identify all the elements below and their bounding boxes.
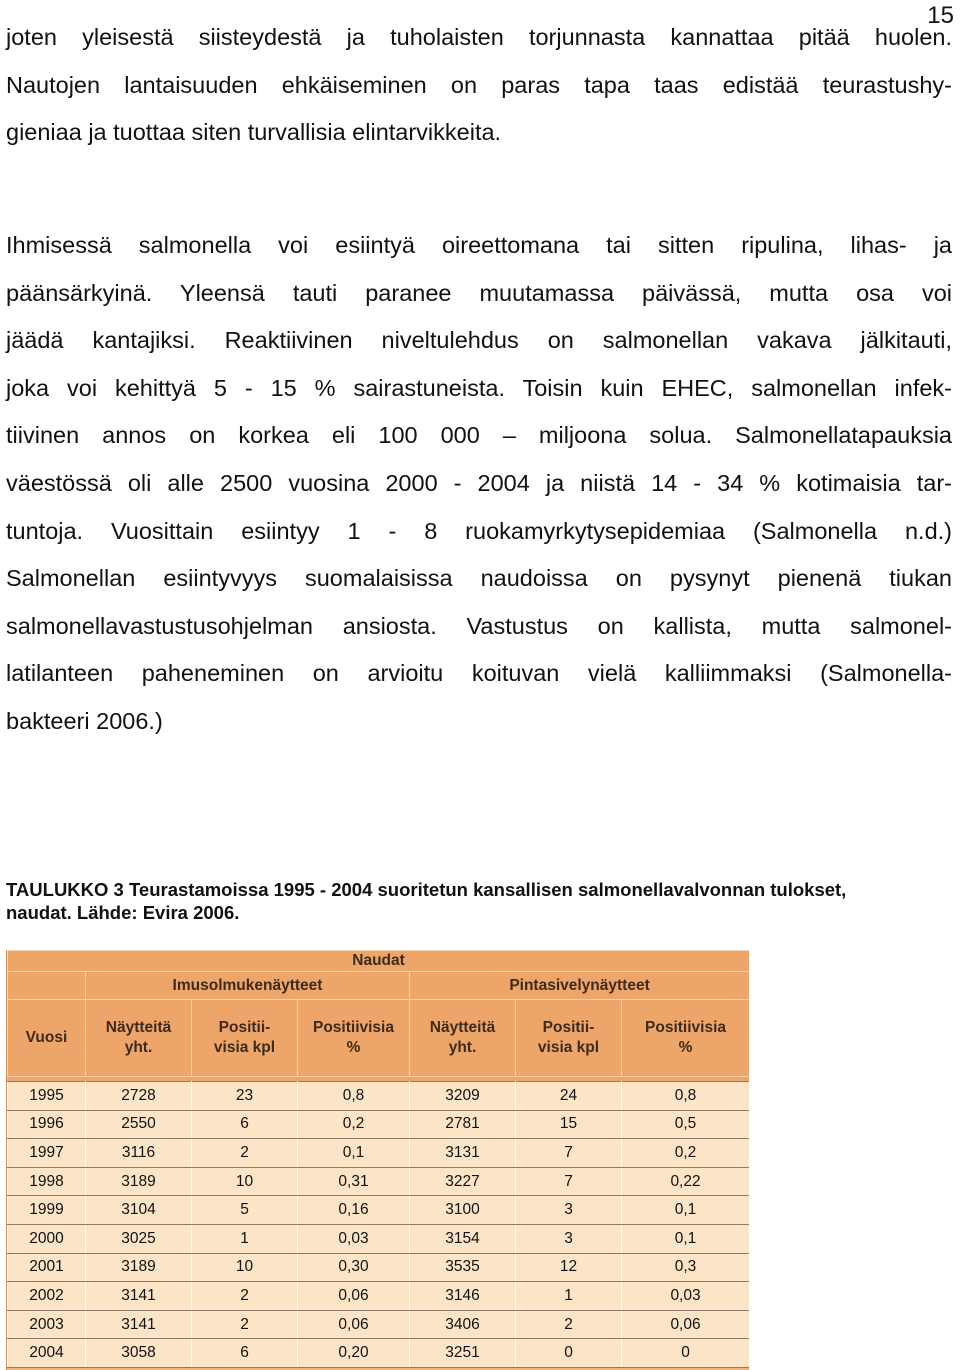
cell-year: 2004 [8,1339,86,1368]
header-text: Positiivisia [313,1019,394,1036]
cell: 10 [192,1167,298,1196]
cell: 0,20 [298,1339,410,1368]
cell: 3131 [410,1139,516,1168]
cell: 0,03 [622,1282,750,1311]
cell: 0 [516,1339,622,1368]
header-text: % [678,1039,693,1056]
cell: 3058 [86,1339,192,1368]
table-row [8,1224,750,1253]
text-line: Salmonellan esiintyvyys suomalaisissa naudoissa on pysynyt pienenä tiukan [6,565,952,592]
text-line: bakteeri 2006.) [6,707,163,734]
header-positive-right [516,1000,622,1077]
text-line: Ihmisessä salmonella voi esiintyä oireettomana tai sitten ripulina, lihas- ja [6,232,952,258]
cell-year: 2001 [8,1253,86,1282]
cell: 3104 [86,1196,192,1225]
cell: 7 [516,1167,622,1196]
cell: 3141 [86,1310,192,1339]
cell: 0,1 [622,1196,750,1225]
paragraph-salmonella [6,222,952,746]
cell: 6 [192,1110,298,1139]
cell: 0,8 [622,1082,750,1111]
table-row [8,1310,750,1339]
cell: 0,06 [622,1310,750,1339]
paragraph-hygiene [6,14,952,157]
table-row [8,1253,750,1282]
cell: 2 [516,1310,622,1339]
cell: 0,3 [622,1253,750,1282]
header-samples-left [86,1000,192,1077]
cell: 0,30 [298,1253,410,1282]
cell: 1 [516,1282,622,1311]
header-text: Näytteitä [105,1019,172,1036]
data-table [7,950,749,1368]
cell: 3535 [410,1253,516,1282]
table-row [8,1167,750,1196]
caption-line: naudat. Lähde: Evira 2006. [6,902,240,923]
salmonella-table [6,950,749,1370]
cell: 15 [516,1110,622,1139]
header-text: visia kpl [213,1039,276,1056]
text-line: salmonellavastustusohjelman ansiosta. Vastustus on kallista, mutta salmonel- [6,612,952,639]
cell-year: 1995 [8,1082,86,1111]
header-samples-right [410,1000,516,1077]
cell: 2728 [86,1082,192,1111]
text-line: joka voi kehittyä 5 - 15 % sairastuneista. Toisin kuin EHEC, salmonellan infek- [6,374,952,401]
cell: 1 [192,1224,298,1253]
cell: 0,1 [622,1224,750,1253]
header-text: Positiivisia [645,1019,727,1036]
cell: 3154 [410,1224,516,1253]
cell: 2 [192,1139,298,1168]
text-line: jäädä kantajiksi. Reaktiivinen niveltulehdus on salmonellan vakava jälkitauti, [6,327,952,354]
cell-year: 1996 [8,1110,86,1139]
table-row [8,1196,750,1225]
cell: 2781 [410,1110,516,1139]
header-text: yht. [124,1039,153,1056]
cell: 3 [516,1224,622,1253]
cell: 0,22 [622,1167,750,1196]
table-row [8,1082,750,1111]
text-line: tuntoja. Vuosittain esiintyy 1 - 8 ruokamyrkytysepidemiaa (Salmonella n.d.) [6,517,952,544]
cell: 24 [516,1082,622,1111]
cell: 0,06 [298,1282,410,1311]
cell-year: 1997 [8,1139,86,1168]
cell: 3141 [86,1282,192,1311]
cell: 12 [516,1253,622,1282]
header-text: Positii- [542,1019,595,1036]
caption-line: TAULUKKO 3 Teurastamoissa 1995 - 2004 suoritetun kansallisen salmonellavalvonnan tulokset, [6,879,847,900]
header-percent-left [298,1000,410,1077]
header-lymph-node-samples: Imusolmukenäytteet [86,972,410,1000]
cell: 0,2 [298,1110,410,1139]
text-line: latilanteen paheneminen on arvioitu koituvan vielä kalliimmaksi (Salmonella- [6,660,952,687]
cell: 0,06 [298,1310,410,1339]
cell-year: 2000 [8,1224,86,1253]
table-caption [6,878,952,924]
cell: 0,1 [298,1139,410,1168]
cell-year: 1999 [8,1196,86,1225]
text-line: päänsärkyinä. Yleensä tauti paranee muutamassa päivässä, mutta osa voi [6,279,952,306]
cell: 0,16 [298,1196,410,1225]
text-line: tiivinen annos on korkea eli 100 000 – miljoona solua. Salmonellatapauksia [6,422,952,449]
cell: 3 [516,1196,622,1225]
cell: 3025 [86,1224,192,1253]
cell-year: 2003 [8,1310,86,1339]
header-naudat: Naudat [8,951,750,972]
header-year: Vuosi [8,1000,86,1077]
cell: 10 [192,1253,298,1282]
text-line: väestössä oli alle 2500 vuosina 2000 - 2004 ja niistä 14 - 34 % kotimaisia tar- [6,469,952,496]
text-line: Nautojen lantaisuuden ehkäiseminen on paras tapa taas edistää teurastushy- [6,71,952,98]
header-text: yht. [448,1039,477,1056]
text-line: gieniaa ja tuottaa siten turvallisia elintarvikkeita. [6,119,502,146]
cell: 0,03 [298,1224,410,1253]
text-line: joten yleisestä siisteydestä ja tuholaisten torjunnasta kannattaa pitää huolen. [6,24,952,50]
cell: 0,2 [622,1139,750,1168]
page-number: 15 [927,2,954,29]
cell: 2550 [86,1110,192,1139]
cell: 0,31 [298,1167,410,1196]
header-text: % [346,1039,361,1056]
cell: 6 [192,1339,298,1368]
cell: 3100 [410,1196,516,1225]
cell: 3146 [410,1282,516,1311]
header-percent-right [622,1000,750,1077]
cell: 2 [192,1282,298,1311]
table-row [8,1339,750,1368]
cell: 5 [192,1196,298,1225]
cell: 3209 [410,1082,516,1111]
header-text: Näytteitä [429,1019,496,1036]
header-surface-swab-samples: Pintasivelynäytteet [410,972,750,1000]
cell: 3251 [410,1339,516,1368]
cell: 0 [622,1339,750,1368]
cell: 7 [516,1139,622,1168]
cell: 3189 [86,1253,192,1282]
header-text: Positii- [218,1019,271,1036]
cell: 3227 [410,1167,516,1196]
cell: 3406 [410,1310,516,1339]
cell: 23 [192,1082,298,1111]
cell: 3116 [86,1139,192,1168]
header-positive-left [192,1000,298,1077]
cell-year: 1998 [8,1167,86,1196]
cell: 2 [192,1310,298,1339]
cell: 0,5 [622,1110,750,1139]
table-row [8,1139,750,1168]
cell: 3189 [86,1167,192,1196]
table-row [8,1282,750,1311]
cell: 0,8 [298,1082,410,1111]
header-text: visia kpl [537,1039,600,1056]
cell-year: 2002 [8,1282,86,1311]
table-row [8,1110,750,1139]
